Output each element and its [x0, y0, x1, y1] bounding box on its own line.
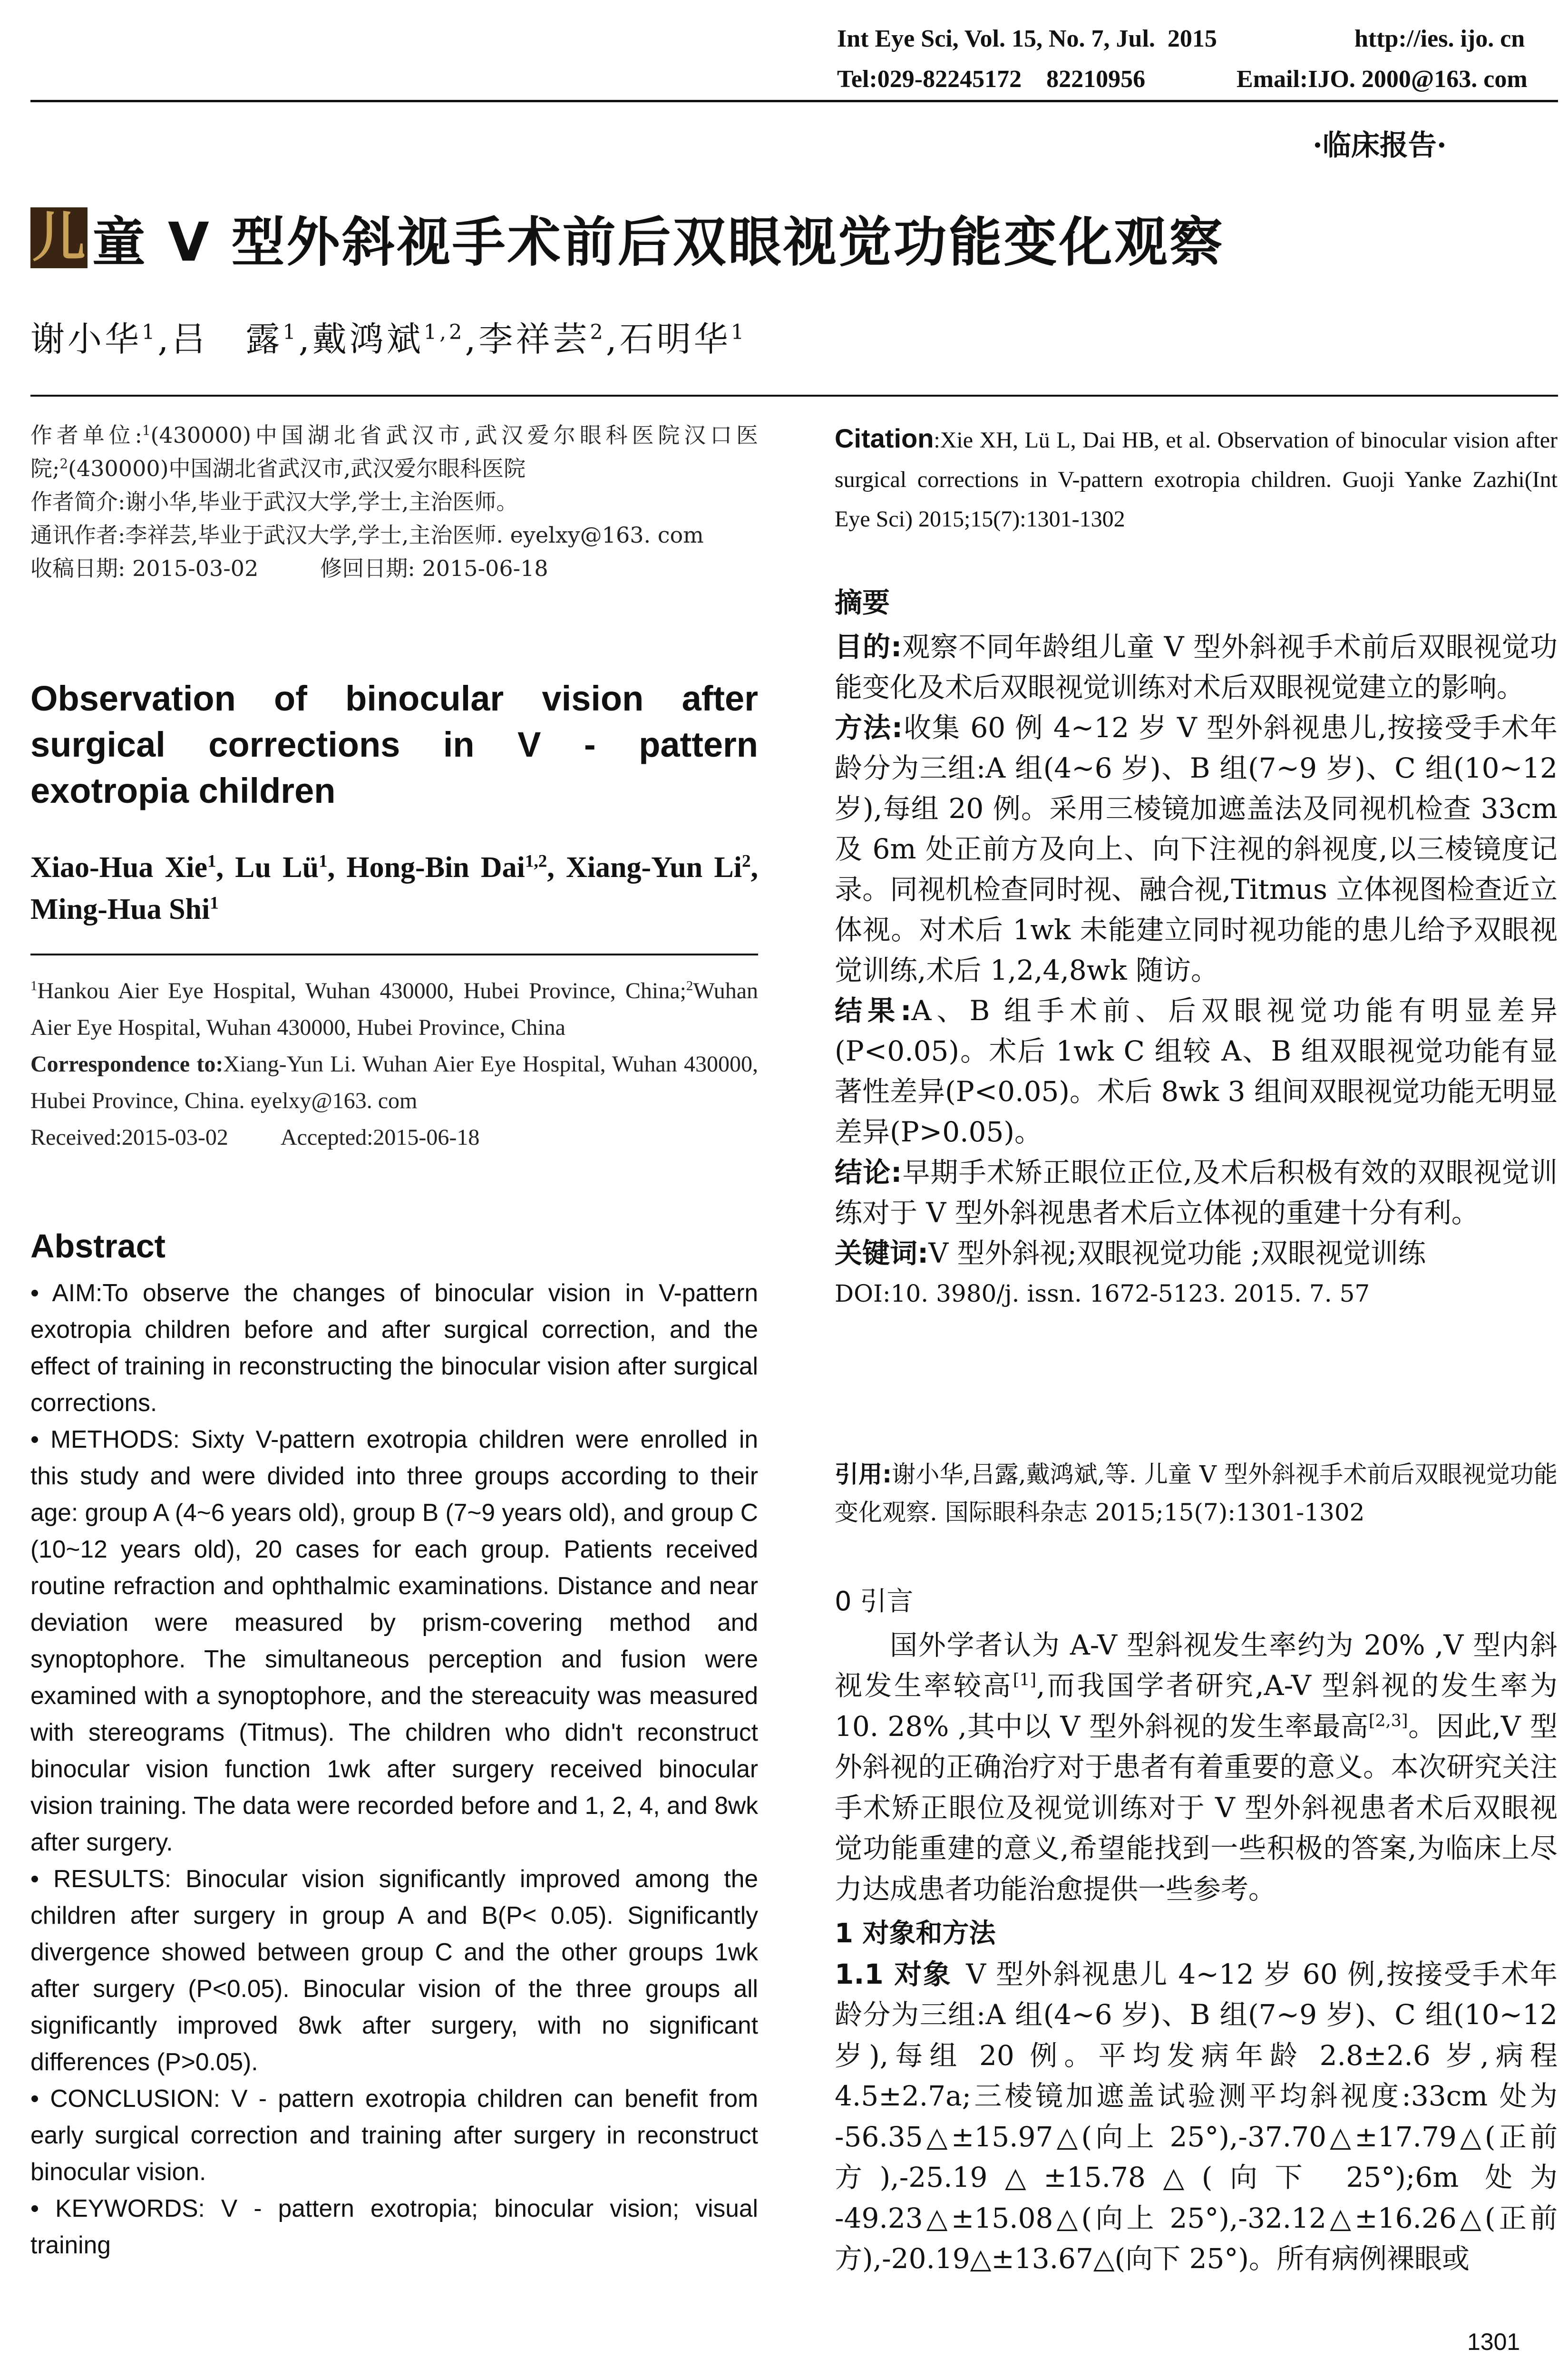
accepted-en: Accepted:2015-06-18: [280, 1125, 480, 1150]
title-text: 童 V 型外斜视手术前后双眼视觉功能变化观察: [92, 211, 1225, 273]
english-authors: Xiao-Hua Xie$^1$, Lu $Lü^1$, Hong-Bin Dai$^{1,2}$, Xiang-Yun Li$^2$, Ming-Hua Shi$^1$: [30, 851, 759, 925]
citation-en: [835, 419, 1558, 539]
citation-label: Citation: [835, 423, 934, 453]
conclusion-label-cn: 结论:: [835, 1156, 902, 1188]
affiliation-rule: [30, 954, 758, 955]
intro-text-b: ,而我国学者研究,A-V 型斜视的发生率为 10. 28% ,其中以 V 型外斜视的发生率最高: [835, 1669, 1558, 1743]
citation-cn: [835, 1455, 1558, 1531]
citation-cn-text: 谢小华,吕露,戴鸿斌,等. 儿童 V 型外斜视手术前后双眼视觉功能变化观察. 国际眼科杂志 2015;15(7):1301-1302: [835, 1461, 1558, 1526]
author-sup: 2: [590, 321, 606, 344]
author-sup: 1,2: [525, 851, 547, 871]
correspondence: [30, 1046, 758, 1119]
corresponding-author: 通讯作者:李祥芸,毕业于武汉大学,学士,主治医师. eyelxy@163. com: [30, 522, 704, 548]
abstract-cn-heading: 摘要: [835, 586, 890, 619]
methods-label-cn: 方法:: [835, 711, 903, 744]
author-sup: 2: [741, 851, 751, 871]
abstract-aim: • AIM:To observe the changes of binocular vision in V-pattern exotropia children before and after surgical correction, and the effect of training in reconstructing the binocular vision after surgical corrections.: [30, 1279, 758, 1416]
journal-url: http://ies. ijo. cn: [1354, 25, 1525, 52]
author-sep: ,: [298, 319, 312, 359]
aff-sup: 2: [686, 978, 693, 994]
author-en: Xiang-Yun Li: [566, 851, 742, 884]
author-en: Ming-Hua Shi: [30, 893, 210, 925]
subjects-paragraph: [835, 1954, 1558, 2280]
corr-label: Correspondence to:: [30, 1052, 224, 1077]
subsection-heading: 1.1 对象: [835, 1958, 952, 1990]
author-cn: 谢小华: [30, 319, 142, 359]
results-text-cn: A、B 组手术前、后双眼视觉功能有明显差异(P<0.05)。术后 1wk C 组较 A、B 组双眼视觉功能有显著性差异(P<0.05)。术后 8wk 3 组间双眼视觉功能无明显差异(P>0.05)。: [835, 994, 1558, 1148]
received-en: Received:2015-03-02: [30, 1125, 228, 1150]
author-sup: 1: [730, 321, 747, 344]
section-tag: ·临床报告·: [1313, 129, 1447, 162]
citation-text: :Xie XH, Lü L, Dai HB, et al. Observation of binocular vision after surgical corrections in V-pattern exotropia children. Guoji Yanke Zazhi(Int Eye Sci) 2015;15(7):1301-1302: [835, 428, 1558, 532]
author-sep: ,: [157, 319, 172, 359]
unit-1: (430000)中国湖北省武汉市,武汉爱尔眼科医院汉口医院;: [30, 422, 758, 481]
abstract-cn-results: [835, 991, 1558, 1152]
citation-ref[interactable]: [1]: [1013, 1670, 1037, 1690]
author-sep: ,: [465, 319, 479, 359]
abstract-cn-keywords: [835, 1233, 1558, 1274]
abstract-keywords: • KEYWORDS: V - pattern exotropia; binocular vision; visual training: [30, 2194, 758, 2259]
author-sup: 1: [319, 851, 328, 871]
aff-sup: 1: [30, 978, 38, 994]
journal-tel: Tel:029-82245172 82210956: [837, 66, 1146, 93]
article-title: [30, 202, 1225, 273]
unit-2: (430000)中国湖北省武汉市,武汉爱尔眼科医院: [68, 456, 526, 481]
article-body: [835, 1581, 1558, 2280]
journal-line: Int Eye Sci, Vol. 15, No. 7, Jul. 2015: [837, 25, 1217, 52]
keywords-label-cn: 关键词:: [835, 1237, 929, 1269]
revised-date: 修回日期: 2015-06-18: [320, 555, 548, 581]
abstract-methods: • METHODS: Sixty V-pattern exotropia children were enrolled in this study and were divided into three groups according to their age: group A (4~6 years old), group B (7~9 years old), and group C (10~12 years old), 20 cases for each group. Patients received routine refraction and ophthalmic examinations. Distance and near deviation were measured by prism-covering method and synoptophore. The simultaneous perception and fusion were examined with a synoptophore, and the stereacuity was measured with stereograms (Titmus). The children who didn't reconstruct binocular vision function 1wk after surgery received binocular vision training. The data were recorded before and 1, 2, 4, and 8wk after surgery.: [30, 1425, 758, 1856]
english-affiliations: [30, 973, 758, 1156]
abstract-cn-conclusion: [835, 1152, 1558, 1233]
received-date: 收稿日期: 2015-03-02: [30, 555, 259, 581]
journal-email: Email:IJO. 2000@163. com: [1237, 66, 1528, 93]
corr-text: Xiang-Yun Li. Wuhan Aier Eye Hospital, Wuhan 430000, Hubei Province, China. eyelxy@163. com: [30, 1052, 758, 1113]
title-drop-char: 儿: [30, 207, 88, 268]
intro-paragraph: [835, 1625, 1558, 1910]
intro-text-c: 。因此,V 型外斜视的正确治疗对于患者有着重要的意义。本次研究关注手术矫正眼位及视觉训练对于 V 型外斜视患者术后双眼视觉功能重建的意义,希望能找到一些积极的答案,为临床上尽力达成患者功能治愈提供一些参考。: [835, 1710, 1558, 1905]
author-sup: 1,2: [423, 321, 465, 344]
author-units: [30, 419, 758, 485]
author-sup: 1: [282, 321, 299, 344]
header-rule: [30, 100, 1558, 102]
author-sup: 1: [210, 893, 219, 913]
keywords-text-cn: V 型外斜视;双眼视觉功能 ;双眼视觉训练: [928, 1237, 1426, 1269]
abstract-heading: Abstract: [30, 1227, 166, 1265]
author-bio: 作者简介:谢小华,毕业于武汉大学,学士,主治医师。: [30, 489, 518, 515]
results-label-cn: 结果:: [835, 994, 912, 1027]
abstract-cn-aim: [835, 627, 1558, 708]
methods-text-cn: 收集 60 例 4~12 岁 V 型外斜视患儿,按接受手术年龄分为三组:A 组(4~6 岁)、B 组(7~9 岁)、C 组(10~12 岁),每组 20 例。采用三棱镜加遮盖法及同视机检查 33cm 及 6m 处正前方及向上、向下注视的斜视度,以三棱镜度记录。同视机检查同时视、融合视,Titmus 立体视图检查近立体视。对术后 1wk 未能建立同时视功能的患儿给予双眼视觉训练,术后 1,2,4,8wk 随访。: [835, 711, 1558, 986]
authors-rule: [30, 395, 1558, 397]
author-cn: 吕 露: [171, 319, 283, 359]
doi: DOI:10. 3980/j. issn. 1672-5123. 2015. 7. 57: [835, 1280, 1370, 1307]
abstract-cn-methods: [835, 708, 1558, 991]
conclusion-text-cn: 早期手术矫正眼位正位,及术后积极有效的双眼视觉训练对于 V 型外斜视患者术后立体视的重建十分有利。: [835, 1156, 1558, 1229]
author-cn: 李祥芸: [478, 319, 590, 359]
page-number: 1301: [1467, 2328, 1520, 2355]
aim-text-cn: 观察不同年龄组儿童 V 型外斜视手术前后双眼视觉功能变化及术后双眼视觉训练对术后双眼视觉建立的影响。: [835, 631, 1558, 703]
unit-label: 作者单位:: [30, 422, 142, 448]
unit-sup: 2: [59, 456, 68, 472]
section-methods-heading: 1 对象和方法: [835, 1918, 996, 1949]
author-sup: 1: [207, 851, 216, 871]
section-intro-heading: 0 引言: [835, 1586, 914, 1617]
subjects-text: V 型外斜视患儿 4~12 岁 60 例,按接受手术年龄分为三组:A 组(4~6 岁)、B 组(7~9 岁)、C 组(10~12 岁),每组 20 例。平均发病年龄 2.8±2.6 岁,病程 4.5±2.7a;三棱镜加遮盖试验测平均斜视度:33cm 处为 -56.35△±15.97△(向上 25°),-37.70△±17.79△(正前方),-25.19△±15.78△(向下 25°);6m 处为 -49.23△±15.08△(向上 25°),-32.12△±16.26△(正前方),-20.19△±13.67△(向下 25°)。所有病例裸眼或: [835, 1958, 1558, 2275]
author-cn: 戴鸿斌: [312, 319, 424, 359]
aim-label-cn: 目的:: [835, 631, 902, 663]
affiliation-lines: [30, 973, 758, 1046]
abstract-cn: [835, 583, 1558, 1314]
english-title: Observation of binocular vision after surgical corrections in V - pattern exotropia children: [30, 679, 758, 810]
author-en: Hong-Bin Dai: [346, 851, 525, 884]
citation-cn-label: 引用:: [835, 1461, 892, 1488]
abstract-results: • RESULTS: Binocular vision significantly improved among the children after surgery in group A and B(P< 0.05). Significantly divergence showed between group C and the other groups 1wk after surgery (P<0.05). Binocular vision of the three groups all significantly improved 8wk after surgery, with no significant differences (P>0.05).: [30, 1865, 758, 2075]
author-en: Lu Lü: [235, 851, 319, 884]
abstract-conclusion: • CONCLUSION: V - pattern exotropia children can benefit from early surgical correction and training after surgery in reconstruct binocular vision.: [30, 2085, 758, 2185]
author-cn: 石明华: [619, 319, 731, 359]
aff-2: Wuhan Aier Eye Hospital, Wuhan 430000, Hubei Province, China: [30, 978, 758, 1040]
author-sup: 1: [142, 321, 158, 344]
dates-en: [30, 1119, 758, 1156]
citation-ref[interactable]: [2,3]: [1368, 1711, 1408, 1731]
intro-text-a: 国外学者认为 A-V 型斜视发生率约为 20% ,V 型内斜视发生率较高: [835, 1628, 1558, 1702]
dates-cn: [30, 552, 758, 585]
aff-1: Hankou Aier Eye Hospital, Wuhan 430000, Hubei Province, China;: [37, 978, 686, 1003]
unit-sup: 1: [142, 422, 151, 438]
authors-cn: [30, 312, 747, 361]
author-info-cn: [30, 419, 758, 585]
author-en: Xiao-Hua Xie: [30, 851, 208, 884]
author-sep: ,: [605, 319, 620, 359]
abstract-en: [30, 1275, 758, 2263]
